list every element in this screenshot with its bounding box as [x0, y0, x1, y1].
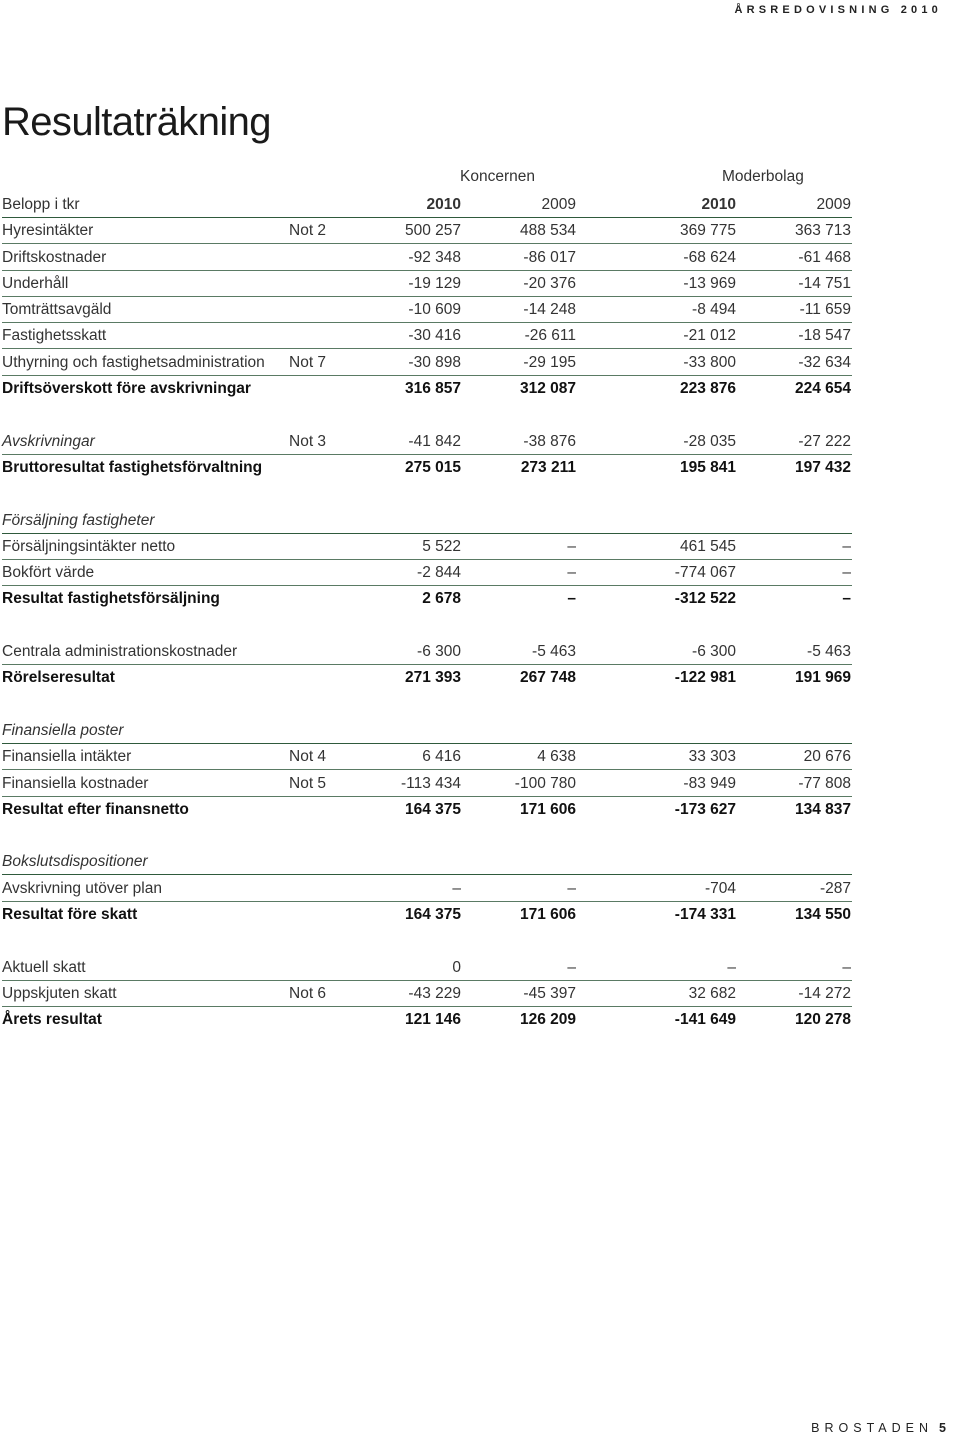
- spacer-row: [0, 823, 852, 849]
- value-cell: -26 611: [524, 327, 576, 345]
- value-cell: -13 969: [683, 274, 736, 292]
- table-row: [0, 981, 852, 1007]
- section-heading-row: [0, 508, 852, 534]
- value-cell: -287: [819, 879, 851, 897]
- row-label: Resultat efter finansnetto: [2, 800, 189, 818]
- value-cell: -29 195: [523, 353, 576, 371]
- value-cell: –: [452, 879, 461, 897]
- row-label: Finansiella intäkter: [2, 748, 132, 766]
- row-label: Bruttoresultat fastighetsförvaltning: [2, 458, 263, 476]
- value-cell: -92 348: [408, 248, 461, 266]
- section-heading-row: [0, 849, 852, 875]
- value-cell: -86 017: [523, 248, 576, 266]
- value-cell: 134 837: [794, 800, 851, 818]
- value-cell: 312 087: [519, 380, 576, 398]
- value-cell: 164 375: [404, 906, 461, 924]
- value-cell: 4 638: [537, 748, 576, 766]
- value-cell: 191 969: [794, 669, 851, 687]
- value-cell: -704: [704, 879, 736, 897]
- value-cell: -11 659: [799, 301, 851, 319]
- spacer-row: [0, 692, 852, 718]
- value-cell: -10 609: [408, 301, 461, 319]
- row-label: Bokslutsdispositioner: [2, 853, 148, 871]
- table-row: [0, 876, 852, 902]
- value-cell: -18 547: [798, 327, 851, 345]
- spacer-row: [0, 481, 852, 507]
- row-label: Resultat fastighetsförsäljning: [2, 590, 220, 608]
- value-cell: 5 522: [422, 537, 461, 555]
- report-header: ÅRSREDOVISNING 2010: [734, 4, 942, 16]
- value-cell: -173 627: [674, 800, 736, 818]
- row-label: Driftsöverskott före avskrivningar: [2, 380, 251, 398]
- note-reference: Not 2: [289, 222, 327, 240]
- row-label: Hyresintäkter: [2, 222, 94, 240]
- value-cell: 120 278: [794, 1011, 851, 1029]
- value-cell: –: [567, 590, 576, 608]
- page-title: Resultaträkning: [2, 100, 271, 144]
- value-cell: 2 678: [422, 590, 461, 608]
- value-cell: 461 545: [679, 537, 736, 555]
- table-row: [0, 902, 852, 928]
- table-row: [0, 665, 852, 691]
- row-label: Underhåll: [2, 274, 69, 292]
- value-cell: 197 432: [794, 458, 851, 476]
- footer-brand: BROSTADEN: [811, 1421, 934, 1435]
- value-cell: 121 146: [404, 1011, 461, 1029]
- table-row: [0, 297, 852, 323]
- note-reference: Not 7: [289, 353, 327, 371]
- table-row: [0, 455, 852, 481]
- row-label: Avskrivningar: [2, 432, 95, 450]
- value-cell: –: [842, 537, 851, 555]
- value-cell: -312 522: [674, 590, 736, 608]
- table-row: [0, 218, 852, 244]
- value-cell: 6 416: [422, 748, 461, 766]
- value-cell: 488 534: [519, 222, 576, 240]
- row-label: Avskrivning utöver plan: [2, 879, 162, 897]
- table-row: [0, 797, 852, 823]
- note-reference: Not 6: [289, 984, 327, 1002]
- row-label: Tomträttsavgäld: [2, 301, 112, 319]
- table-row: [0, 429, 852, 455]
- value-cell: -141 649: [674, 1011, 736, 1029]
- value-cell: -20 376: [523, 274, 576, 292]
- value-cell: -174 331: [674, 906, 736, 924]
- value-cell: 2010: [426, 196, 461, 213]
- value-cell: 164 375: [404, 800, 461, 818]
- table-row: [0, 376, 852, 402]
- value-cell: -83 949: [683, 774, 736, 792]
- value-cell: 267 748: [519, 669, 576, 687]
- row-label: Försäljning fastigheter: [2, 511, 155, 529]
- value-cell: 2009: [816, 196, 851, 213]
- value-cell: –: [842, 564, 851, 582]
- value-cell: -68 624: [683, 248, 736, 266]
- table-row: [0, 586, 852, 612]
- value-cell: -113 434: [400, 774, 461, 792]
- value-cell: 369 775: [679, 222, 736, 240]
- table-row: [0, 560, 852, 586]
- row-label: Finansiella poster: [2, 721, 124, 739]
- value-cell: –: [567, 564, 576, 582]
- value-cell: 134 550: [794, 906, 851, 924]
- spacer-row: [0, 402, 852, 428]
- value-cell: 275 015: [404, 458, 461, 476]
- row-label: Uppskjuten skatt: [2, 984, 117, 1002]
- row-label: Rörelseresultat: [2, 669, 115, 687]
- note-reference: Not 3: [289, 432, 327, 450]
- value-cell: 195 841: [679, 458, 736, 476]
- value-cell: 271 393: [404, 669, 461, 687]
- row-label: Försäljningsintäkter netto: [2, 537, 176, 555]
- value-cell: -30 898: [408, 353, 461, 371]
- value-cell: -30 416: [408, 327, 461, 345]
- row-label: Finansiella kostnader: [2, 774, 149, 792]
- value-cell: 20 676: [803, 748, 851, 766]
- value-cell: 2010: [701, 196, 736, 213]
- value-cell: -43 229: [408, 984, 461, 1002]
- value-cell: -27 222: [798, 432, 851, 450]
- value-cell: 2009: [541, 196, 576, 213]
- value-cell: -77 808: [798, 774, 851, 792]
- value-cell: -19 129: [408, 274, 461, 292]
- value-cell: -41 842: [408, 432, 461, 450]
- value-cell: -61 468: [798, 248, 851, 266]
- value-cell: 316 857: [404, 380, 461, 398]
- table-row: [0, 771, 852, 797]
- value-cell: 500 257: [404, 222, 461, 240]
- row-label: Bokfört värde: [2, 564, 95, 582]
- group-heading-koncernen: Koncernen: [460, 168, 535, 185]
- value-cell: -8 494: [692, 301, 736, 319]
- page-footer: [811, 1421, 946, 1435]
- value-cell: 33 303: [688, 748, 736, 766]
- spacer-row: [0, 928, 852, 954]
- value-cell: 273 211: [520, 458, 576, 476]
- spacer-row: [0, 613, 852, 639]
- row-label: Centrala administrationskostnader: [2, 643, 238, 661]
- value-cell: 223 876: [679, 380, 736, 398]
- value-cell: -14 751: [798, 274, 851, 292]
- value-cell: -100 780: [514, 774, 576, 792]
- table-row: [0, 271, 852, 297]
- table-row: [0, 1007, 852, 1033]
- page-number: 5: [939, 1421, 946, 1435]
- table-row: [0, 639, 852, 665]
- value-cell: –: [567, 879, 576, 897]
- value-cell: -21 012: [683, 327, 736, 345]
- row-label: Uthyrning och fastighetsadministration: [2, 353, 265, 371]
- note-reference: Not 5: [289, 774, 327, 792]
- value-cell: -32 634: [798, 353, 851, 371]
- table-row: [0, 323, 852, 349]
- note-reference: Not 4: [289, 748, 327, 766]
- value-cell: -14 248: [523, 301, 576, 319]
- value-cell: –: [727, 958, 736, 976]
- table-row: [0, 744, 852, 770]
- value-cell: –: [567, 537, 576, 555]
- value-cell: 0: [452, 958, 461, 976]
- value-cell: -774 067: [674, 564, 736, 582]
- table-row: [0, 350, 852, 376]
- value-cell: 171 606: [519, 906, 576, 924]
- value-cell: 363 713: [794, 222, 851, 240]
- group-heading-moderbolag: Moderbolag: [722, 168, 804, 185]
- table-row: [0, 955, 852, 981]
- value-cell: -5 463: [807, 643, 851, 661]
- table-row: [0, 245, 852, 271]
- value-cell: -6 300: [692, 643, 736, 661]
- row-label: Fastighetsskatt: [2, 327, 107, 345]
- table-row: [0, 534, 852, 560]
- row-label: Årets resultat: [2, 1011, 102, 1029]
- value-cell: -38 876: [523, 432, 576, 450]
- value-cell: -45 397: [523, 984, 576, 1002]
- value-cell: -5 463: [532, 643, 576, 661]
- value-cell: 126 209: [519, 1011, 576, 1029]
- value-cell: -33 800: [683, 353, 736, 371]
- value-cell: -2 844: [417, 564, 461, 582]
- column-header-row: [0, 192, 852, 218]
- value-cell: -6 300: [417, 643, 461, 661]
- value-cell: –: [567, 958, 576, 976]
- value-cell: –: [842, 958, 851, 976]
- row-label: Belopp i tkr: [2, 196, 80, 213]
- value-cell: -14 272: [798, 984, 851, 1002]
- value-cell: 224 654: [794, 380, 851, 398]
- value-cell: -28 035: [683, 432, 736, 450]
- value-cell: -122 981: [674, 669, 736, 687]
- value-cell: 171 606: [519, 800, 576, 818]
- value-cell: –: [842, 590, 851, 608]
- income-statement-table: [0, 192, 852, 1034]
- row-label: Resultat före skatt: [2, 906, 138, 924]
- section-heading-row: [0, 718, 852, 744]
- row-label: Aktuell skatt: [2, 958, 86, 976]
- row-label: Driftskostnader: [2, 248, 107, 266]
- value-cell: 32 682: [688, 984, 736, 1002]
